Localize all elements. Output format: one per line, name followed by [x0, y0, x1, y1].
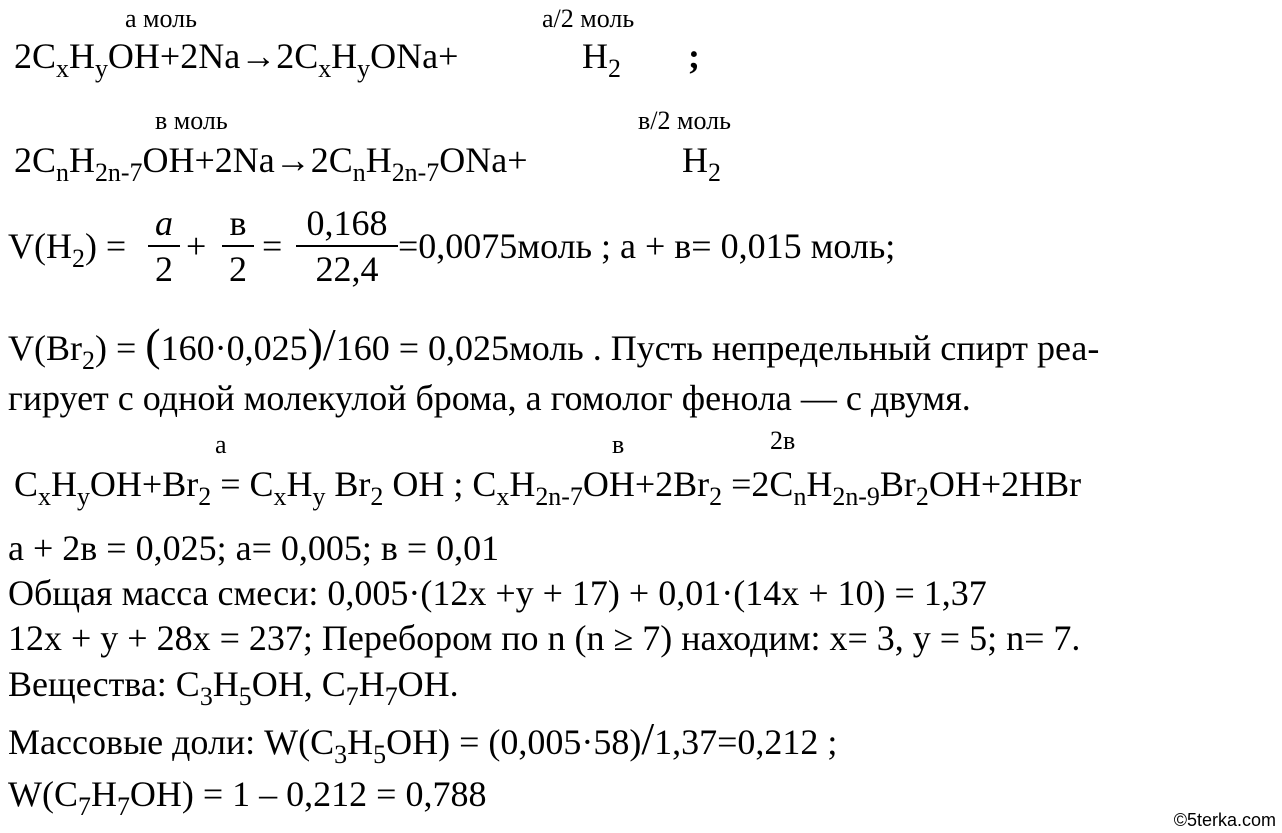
vh2-lhs: $V(H_2)$ = — [8, 226, 127, 274]
frac-bar — [222, 245, 254, 247]
frac-a-num: a — [155, 203, 173, 243]
eq5-label-a: а — [215, 430, 227, 459]
frac-volume — [296, 205, 398, 287]
system-line: а + 2в = 0,025; а= 0,005; в = 0,01 — [8, 528, 500, 568]
frac-volume-den: 22,4 — [315, 249, 379, 289]
eq2-label-right: в/2 моль — [638, 106, 731, 135]
frac-b-num: в — [229, 203, 247, 243]
equals-sign: = — [262, 226, 283, 266]
eq1-label-left: а моль — [125, 4, 197, 33]
frac-b-over-2 — [222, 205, 254, 287]
eq1-formula-text: $2C_xH_yOH+2Na\to 2C_xH_yONa+$ — [14, 36, 459, 84]
vbr2-text: . Пусть непредельный спирт реа- — [592, 328, 1100, 368]
eq2-formula: $2C_nH_{2n-7}OH+2Na\to 2C_nH_{2n-7}ONa+$ — [14, 140, 528, 188]
frac-a-over-2 — [148, 205, 180, 287]
eq1-label-right: а/2 моль — [542, 4, 635, 33]
substances-line: Вещества: $C_3H_5OH$, $C_7H_7OH$. — [8, 664, 459, 712]
mass-fraction-line-2: $W(C_7H_7OH) = 1 - 0,212 = 0,788$ — [8, 774, 487, 822]
frac-bar — [148, 245, 180, 247]
eq1-product: $H_2$ — [582, 36, 621, 84]
plus-sign: + — [186, 226, 207, 266]
eq1-semicolon: ; — [688, 36, 700, 76]
eq5-label-b: в — [612, 430, 625, 459]
vbr2-text-continued: гирует с одной молекулой брома, а гомолог фенола — с двумя. — [8, 378, 971, 418]
frac-volume-num: 0,168 — [306, 203, 388, 243]
watermark: ©5terka.com — [1173, 810, 1276, 830]
frac-a-den: 2 — [155, 249, 173, 289]
eq5-formula: $C_xH_yOH+Br_2 = C_xH_y$ $Br_2$ OH ; $C_xH_{2n-7}OH+2Br_2 =2C_nH_{2n-9}Br_2OH+2HBr$ — [14, 464, 1082, 512]
frac-b-den: 2 — [229, 249, 247, 289]
eq2-label-left: в моль — [155, 106, 228, 135]
eq1-formula — [14, 36, 459, 84]
mass-line: Общая масса смеси: 0,005·(12x +y + 17) + 0,01·(14x + 10) = 1,37 — [8, 573, 987, 613]
eq2-product: $H_2$ — [682, 140, 721, 188]
mass-fraction-line: Массовые доли: $W(C_3H_5OH) = (0,005\cdot 58)/1,37=0,212$ ; — [8, 713, 838, 770]
solve-line: 12x + y + 28x = 237; Перебором по n (n ≥ 7) находим: x= 3, y = 5; n= 7. — [8, 618, 1081, 658]
vh2-result: =0,0075моль ; а + в= 0,015 моль; — [398, 226, 896, 266]
frac-bar — [296, 245, 398, 247]
eq5-label-c: 2в — [770, 426, 796, 455]
vbr2-line: $V(Br_2) = (160\cdot 0,025)/160$ = 0,025моль . Пусть непредельный спирт реа- — [8, 319, 1100, 376]
